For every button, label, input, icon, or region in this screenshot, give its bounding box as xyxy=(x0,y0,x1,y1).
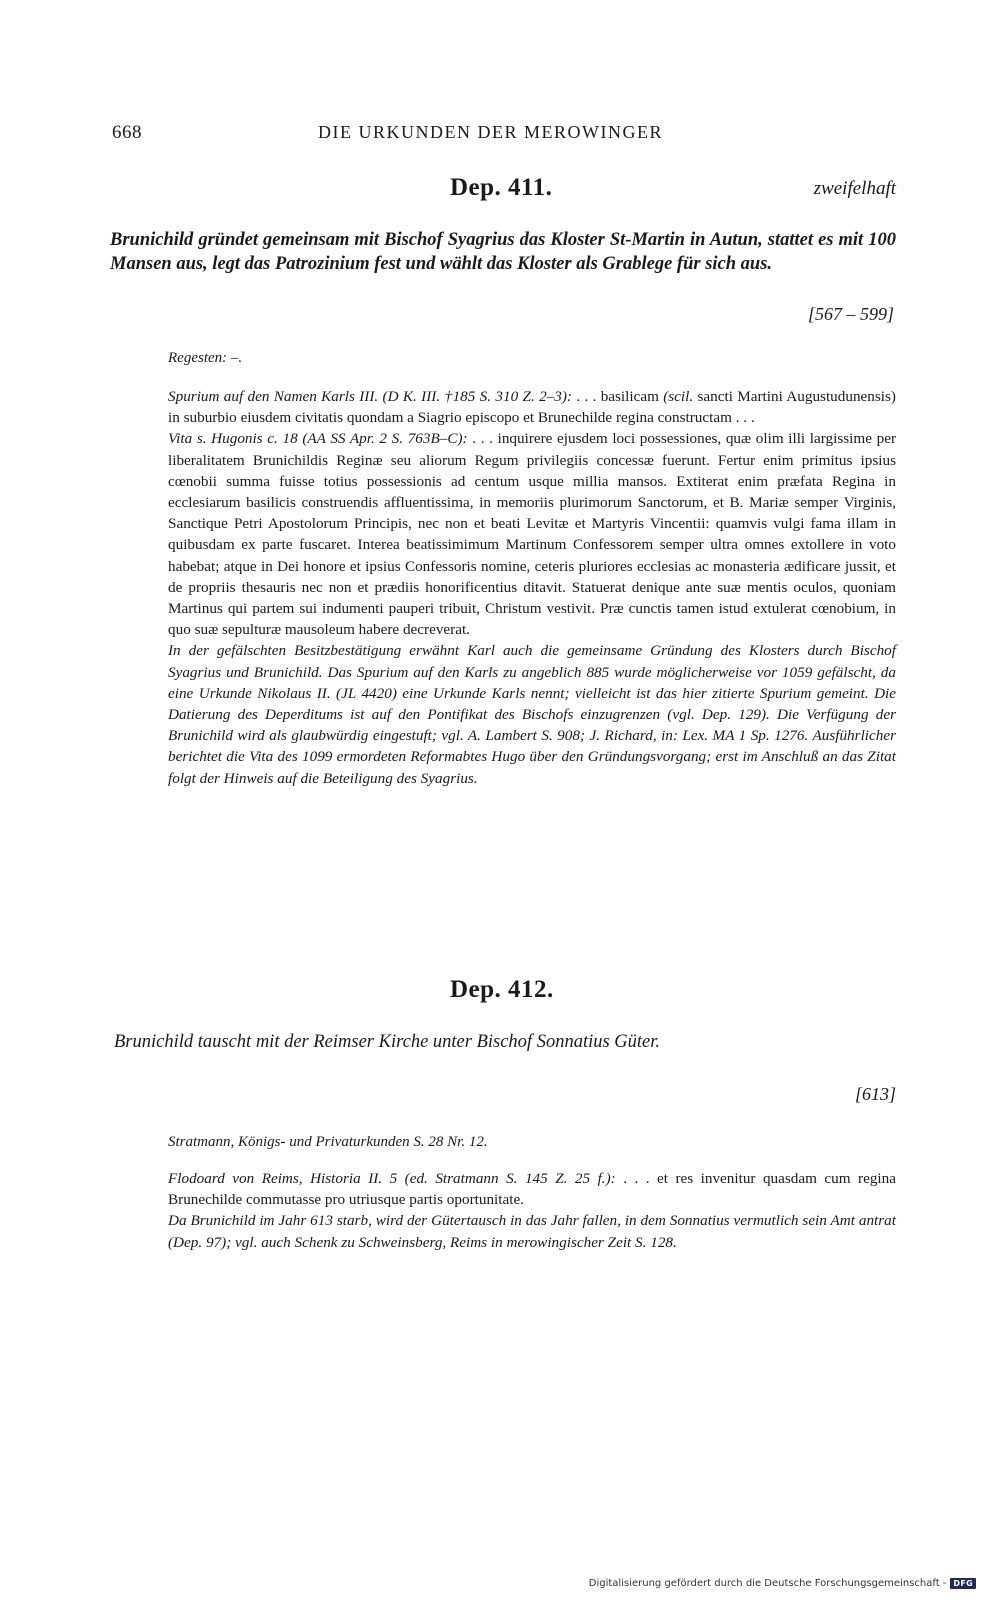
running-head: DIE URKUNDEN DER MEROWINGER xyxy=(318,122,663,142)
dep-412-title: Dep. 412. xyxy=(450,976,554,1003)
dep-412-date: [613] xyxy=(854,1084,896,1104)
dep-412-body xyxy=(168,1168,896,1253)
dfg-logo: DFG xyxy=(950,1578,976,1589)
source-1-text-a: . . . basilicam xyxy=(571,388,664,405)
dep-411-source-2 xyxy=(168,428,896,640)
dep-411-commentary: In der gefälschten Besitzbestätigung erwähnt Karl auch die gemeinsame Gründung des Klosters durch Bischof Syagrius und Brunichild. Das Spurium auf den Karls zu angeblich 885 wurde möglicherweise vor 1059 gefälscht, da eine Urkunde Nikolaus II. (JL 4420) eine Urkunde Karls nennt; vielleicht ist das hier zitierte Spurium gemeint. Die Datierung des Deperditums ist auf den Pontifikat des Bischofs einzugrenzen (vgl. Dep. 129). Die Verfügung der Brunichild wird als glaubwürdig eingestuft; vgl. A. Lambert S. 908; J. Richard, in: Lex. MA 1 Sp. 1276. Ausführlicher berichtet die Vita des 1099 ermordeten Reformabtes Hugo über den Gründungsvorgang; erst im Anschluß an das Zitat folgt der Hinweis auf die Beteiligung des Syagrius. xyxy=(168,642,896,787)
dep-412-commentary: Da Brunichild im Jahr 613 starb, wird der Gütertausch in das Jahr fallen, in dem Sonnatius vermutlich sein Amt antrat (Dep. 97); vgl. auch Schenk zu Schweinsberg, Reims in merowingischer Zeit S. 128. xyxy=(168,1212,896,1251)
dep-411-body xyxy=(168,386,896,789)
dep-411-regesten: Regesten: –. xyxy=(168,350,243,366)
dep-411-title: Dep. 411. xyxy=(450,174,553,201)
dep-412-source xyxy=(168,1168,896,1210)
dep-411-source-1 xyxy=(168,386,896,428)
source-text: . . . et res invenitur quasdam cum regina Brunechilde commutasse pro utriusque partis oportunitate. xyxy=(168,1170,896,1209)
footer xyxy=(589,1578,976,1589)
dep-411-status: zweifelhaft xyxy=(813,178,896,199)
source-reference: Flodoard von Reims, Historia II. 5 (ed. Stratmann S. 145 Z. 25 f.): xyxy=(168,1170,616,1187)
source-2-reference: Vita s. Hugonis c. 18 (AA SS Apr. 2 S. 763B–C): xyxy=(168,430,468,448)
dep-412-literature: Stratmann, Königs- und Privaturkunden S. 28 Nr. 12. xyxy=(168,1134,488,1150)
footer-text: Digitalisierung gefördert durch die Deutsche Forschungsgemeinschaft - xyxy=(588,1578,947,1589)
source-2-text: . . . inquirere ejusdem loci possessiones, quæ olim illi largissime per liberalitatem Brunichildis Reginæ seu aliorum Regum privilegiis concessæ fuerunt. Fertur enim primitus ipsius cœnobii summa fuisse totius possessionis ad centum usque millia mansos. Extiterat enim præfata Regina in ecclesiarum basilicis construendis affluentissima, in memoriis plurimorum Sanctorum, et B. Mariæ semper Virginis, Sanctique Petri Apostolorum Principis, nec non et beati Levitæ et Martyris Vincentii: quamvis vulgi fama illam in quibusdam ex parte fuscaret. Interea beatissimimum Martinum Confessorem semper ultra omnes extollere in voto habebat; atque in Dei honore et ipsius Confessoris nomine, ceteris pluriores ecclesias ac monasteria ædificare jussit, et de propriis thesauris nec non et prædiis honorificentius ditavit. Statuerat denique ante suæ mentis oculos, quoniam Martinus qui partem sui indumenti pauperi tribuit, Christum vestivit. Præ cunctis tamen istud extulerat cœnobium, in quo suæ sepulturæ mausoleum habere decreverat. xyxy=(168,430,896,639)
dep-411-summary: Brunichild gründet gemeinsam mit Bischof Syagrius das Kloster St-Martin in Autun, stattet es mit 100 Mansen aus, legt das Patrozinium fest und wählt das Kloster als Grablege für sich aus. xyxy=(110,230,896,274)
dep-411-date: [567 – 599] xyxy=(807,304,894,324)
source-1-reference: Spurium auf den Namen Karls III. (D K. III. †185 S. 310 Z. 2–3): xyxy=(168,388,572,405)
page-number: 668 xyxy=(112,122,142,143)
source-1-text-b: sancti Martini Augustudunensis) in suburbio eiusdem civitatis quondam a Siagrio episcopo et Brunechilde regina constructam . . . xyxy=(168,388,896,427)
dep-412-summary: Brunichild tauscht mit der Reimser Kirche unter Bischof Sonnatius Güter. xyxy=(114,1032,661,1052)
source-1-scil: (scil. xyxy=(663,388,694,405)
